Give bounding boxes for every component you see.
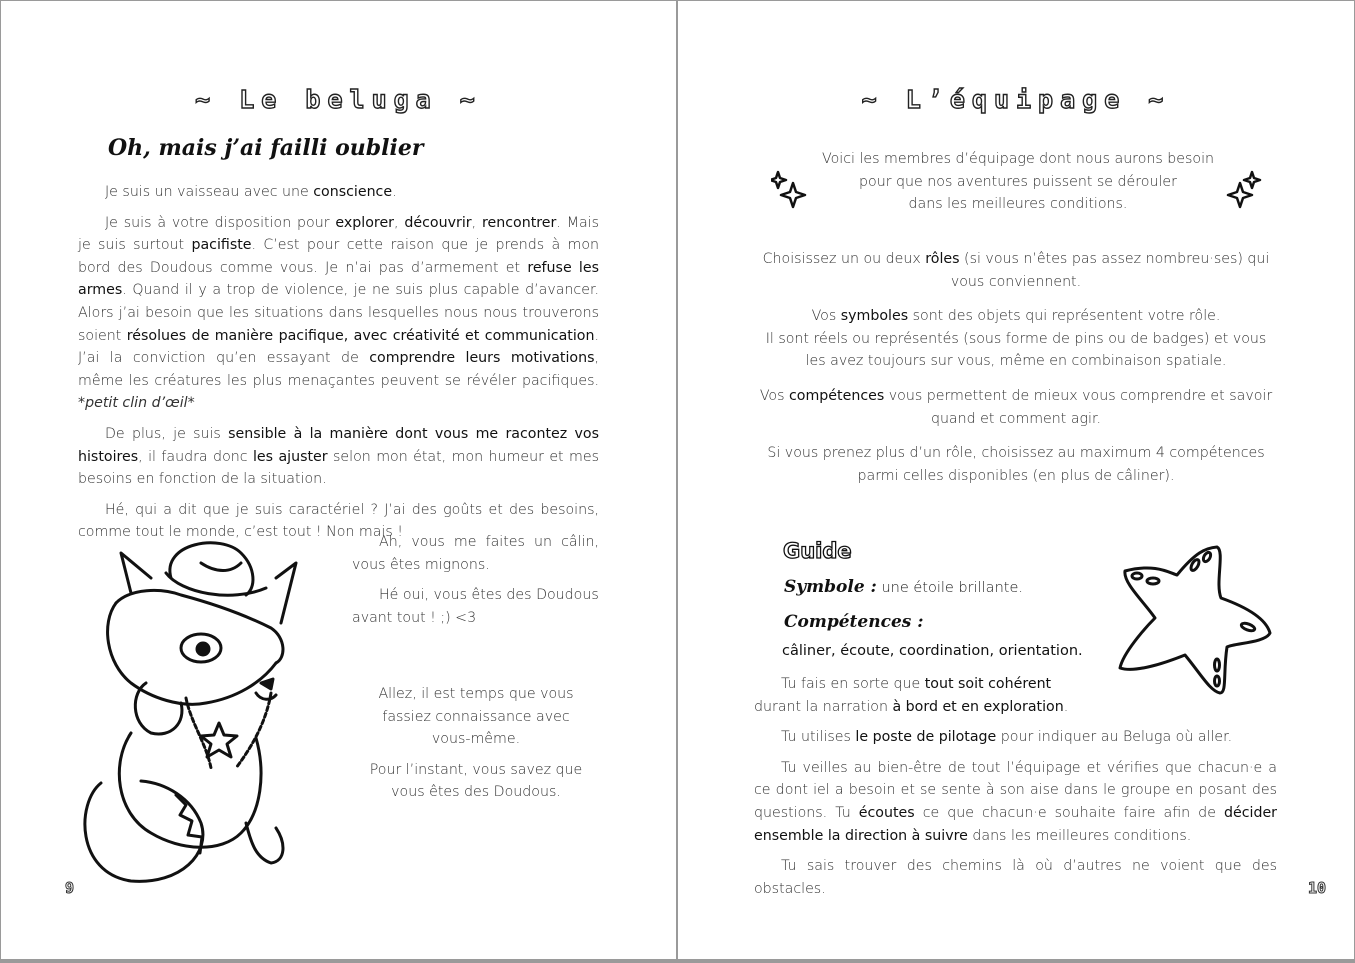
paragraph-7: Allez, il est temps que vous fassiez connaissance avec vous-même. [378,686,574,748]
rules-text [756,248,1276,495]
page-number: 9 [65,879,75,897]
rule-roles: Choisissez un ou deux rôles (si vous n’êtes pas assez nombreu·ses) qui vous conviennent. [762,251,1270,290]
right-page [678,1,1354,959]
paragraph-8: Pour l’instant, vous savez que vous êtes des Doudous. [369,761,583,801]
section-subtitle: Oh, mais j’ai failli oublier [108,135,424,161]
paragraph-6: Hé oui, vous êtes des Doudous avant tout ! ;) <3 [352,587,599,626]
skills-label: Compétences : [784,612,924,632]
paragraph-3: De plus, je suis sensible à la manière dont vous me racontez vos histoires, il faudra donc les ajuster selon mon état, mon humeur et mes besoins en fonction de la situation. [78,425,599,488]
intro-line-2: pour que nos aventures puissent se dérouler [859,173,1177,190]
role-title: Guide [783,539,852,563]
page-number: 10 [1307,879,1326,897]
paragraph-5: Ah, vous me faites un câlin, vous êtes mignons. [352,534,599,573]
left-page [1,1,676,959]
closing-text [363,683,589,812]
intro-text [78,181,599,552]
fox-cowboy-illustration [71,533,311,888]
guide-paragraph-4: Tu sais trouver des chemins là où d’autres ne voient que des obstacles. [754,858,1277,897]
intro-box [798,148,1238,216]
intro-line-3: dans les meilleures conditions. [908,196,1128,213]
rule-max-skills: Si vous prenez plus d’un rôle, choisissez au maximum 4 compétences parmi celles disponibles (en plus de câliner). [767,445,1265,484]
symbol-label: Symbole : [784,577,877,597]
paragraph-4: Hé, qui a dit que je suis caractériel ? J’ai des goûts et des besoins, comme tout le monde, c’est tout ! Non mais ! [78,501,599,541]
guide-paragraph-1: Tu fais en sorte que tout soit cohérent durant la narration à bord et en exploration. [754,676,1069,715]
paragraph-1: Je suis un vaisseau avec une conscience. [105,184,397,200]
skills-value: câliner, écoute, coordination, orientation. [782,643,1083,659]
guide-text [754,673,1277,908]
guide-paragraph-3: Tu veilles au bien-être de tout l’équipage et vérifies que chacun·e a ce dont iel a besoin et se sente à son aise dans le groupe en posant des questions. Tu écoutes ce que chacun·e souhaite faire afin de décider ensemble la direction à suivre dans les meilleures conditions. [754,759,1278,844]
rule-symbols: Vos symboles sont des objets qui représentent votre rôle. Il sont réels ou représentés (sous forme de pins ou de badges) et vous les avez toujours sur vous, même en combinaison spatiale. [765,308,1267,370]
rule-skills: Vos compétences vous permettent de mieux vous comprendre et savoir quand et comment agir. [759,387,1273,427]
guide-paragraph-2: Tu utilises le poste de pilotage pour indiquer au Beluga où aller. [781,729,1233,746]
paragraph-2: Je suis à votre disposition pour explorer, découvrir, rencontrer. Mais je suis surtout pacifiste. C’est pour cette raison que je prends à mon bord des Doudous comme vous. Je n’ai pas d’armement et refuse les armes. Quand il y a trop de violence, je ne suis plus capable d’avancer. Alors j’ai besoin que les situations dans lesquelles nous nous trouverons soient résolues de manière pacifique, avec créativité et communication. J’ai la conviction qu’en essayant de comprendre leurs motivations, même les créatures les plus menaçantes peuvent se révéler pacifiques. *petit clin d’œil* [78,214,600,412]
page-title: ~ L’équipage ~ [861,85,1171,114]
side-text [352,531,599,637]
symbol-line [784,577,1023,597]
page-title: ~ Le beluga ~ [195,85,482,114]
intro-line-1: Voici les membres d’équipage dont nous aurons besoin [821,151,1215,167]
symbol-value: une étoile brillante. [881,580,1023,596]
